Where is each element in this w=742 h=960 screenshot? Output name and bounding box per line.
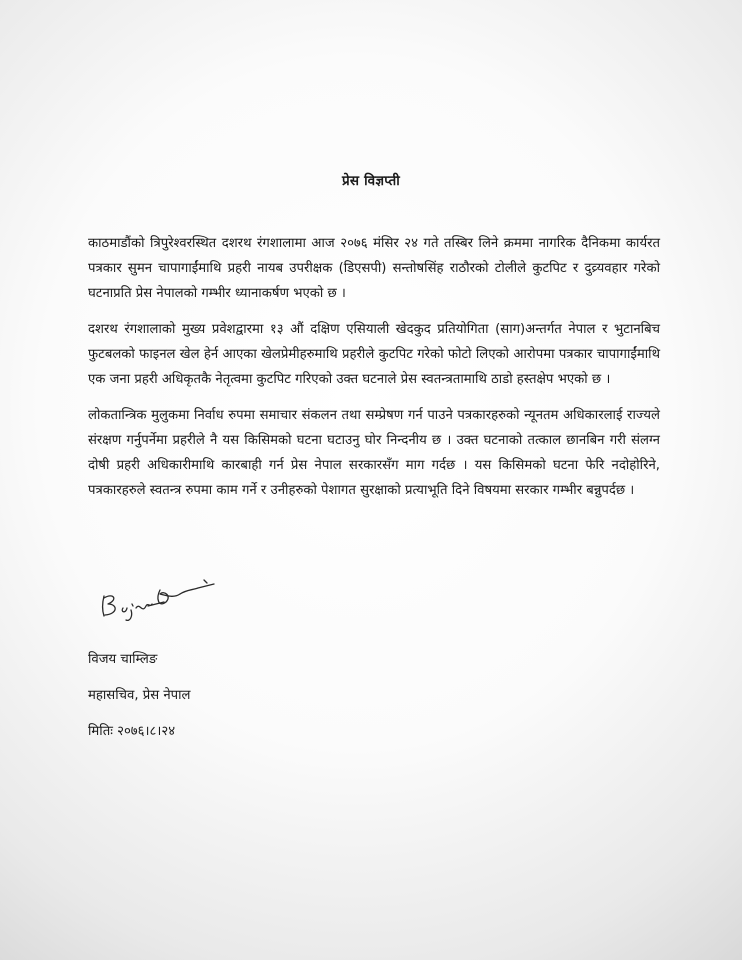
- paragraph-3: लोकतान्त्रिक मुलुकमा निर्वाध रुपमा समाचार संकलन तथा सम्प्रेषण गर्न पाउने पत्रकारहरुको न्यूनतम अधिकारलाई राज्यले संरक्षण गर्नुपर्नेमा प्रहरीले नै यस किसिमको घटना घटाउनु घोर निन्दनीय छ । उक्त घटनाको तत्काल छानबिन गरी संलग्न दोषी प्रहरी अधिकारीमाथि कारबाही गर्न प्रेस नेपाल सरकारसँग माग गर्दछ । यस किसिमको घटना फेरि नदोहोरिने, पत्रकारहरुले स्वतन्त्र रुपमा काम गर्ने र उनीहरुको पेशागत सुरक्षाको प्रत्याभूति दिने विषयमा सरकार गम्भीर बन्नुपर्दछ ।: [88, 408, 661, 498]
- document-date: मितिः २०७६।८।२४: [88, 724, 176, 739]
- document-title: प्रेस विज्ञप्ती: [342, 173, 400, 189]
- signatory-name: विजय चाम्लिङ: [88, 652, 158, 667]
- paragraph-2: दशरथ रंगशालाको मुख्य प्रवेशद्वारमा १३ औं दक्षिण एसियाली खेदकुद प्रतियोगिता (साग)अन्तर्गत नेपाल र भुटानबिच फुटबलको फाइनल खेल हेर्न आएका खेलप्रेमीहरुमाथि प्रहरीले कुटपिट गरेको फोटो लिएको आरोपमा पत्रकार चापागाईंमाथि एक जना प्रहरी अधिकृतकै नेतृत्वमा कुटपिट गरिएको उक्त घटनाले प्रेस स्वतन्त्रतामाथि ठाडो हस्तक्षेप भएको छ ।: [88, 322, 660, 387]
- signatory-position: महासचिव, प्रेस नेपाल: [88, 688, 191, 703]
- handwritten-signature: [96, 568, 226, 624]
- signature-block: [88, 648, 191, 756]
- document-body: [88, 231, 660, 514]
- paragraph-1: काठमाडौंको त्रिपुरेश्वरस्थित दशरथ रंगशालामा आज २०७६ मंसिर २४ गते तस्बिर लिने क्रममा नागरिक दैनिकमा कार्यरत पत्रकार सुमन चापागाईंमाथि प्रहरी नायब उपरीक्षक (डिएसपी) सन्तोषसिंह राठौरको टोलीले कुटपिट र दुव्र्यवहार गरेको घटनाप्रति प्रेस नेपालको गम्भीर ध्यानाकर्षण भएको छ ।: [88, 236, 660, 301]
